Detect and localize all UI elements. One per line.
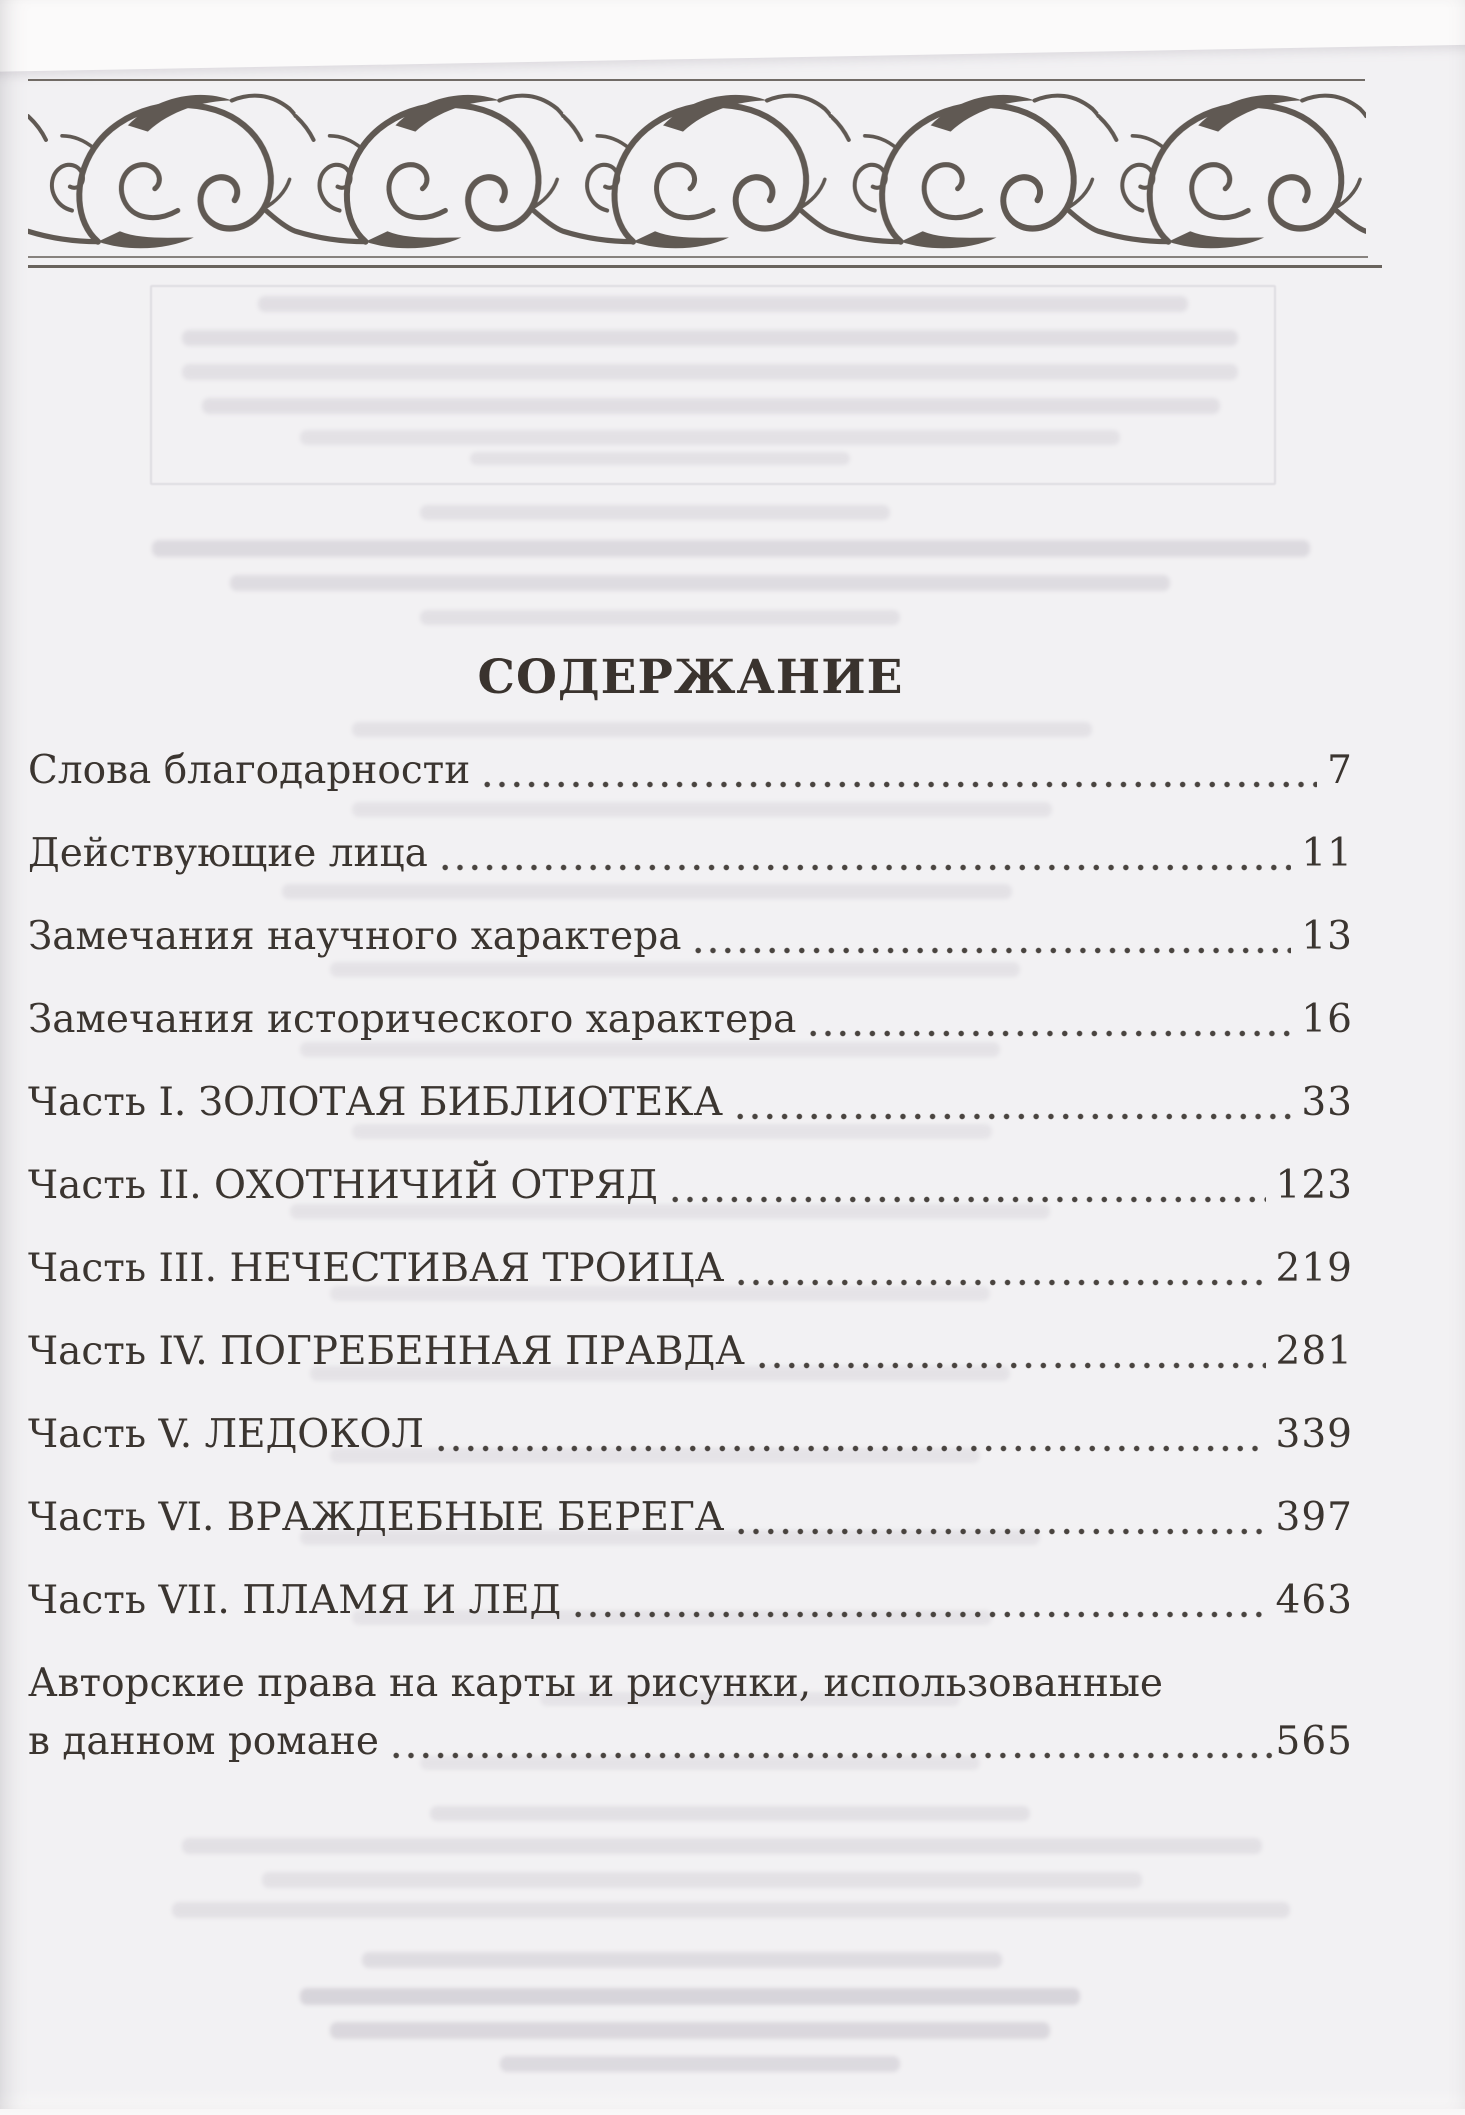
bleedthrough-text-line — [300, 1988, 1080, 2005]
dot-leader — [442, 863, 1291, 872]
dot-leader — [438, 1444, 1266, 1453]
bleedthrough-text-line — [352, 722, 1092, 737]
ornament-top-rule — [28, 79, 1365, 81]
dot-leader — [810, 1029, 1291, 1038]
toc-entry-page-number: 7 — [1327, 748, 1353, 793]
toc-entry-label: Часть III. НЕЧЕСТИВАЯ ТРОИЦА — [28, 1246, 725, 1291]
toc-entry-page-number: 33 — [1301, 1080, 1353, 1125]
toc-entry — [28, 1329, 1353, 1379]
toc-entry-page-number: 565 — [1275, 1719, 1353, 1764]
bleedthrough-text-line — [470, 452, 850, 465]
dot-leader — [737, 1112, 1291, 1121]
toc-entry — [28, 1163, 1353, 1213]
toc-entry-page-number: 463 — [1275, 1578, 1353, 1623]
bleedthrough-text-line — [500, 2056, 900, 2072]
bleedthrough-text-line — [362, 1952, 1002, 1968]
ornament-bottom-rule-thin — [28, 256, 1368, 258]
bleedthrough-text-line — [182, 364, 1238, 380]
ornament-bottom-rule-thick — [28, 265, 1382, 268]
toc-entry-line1 — [28, 1661, 1353, 1711]
toc-entry-label: Часть VII. ПЛАМЯ И ЛЕД — [28, 1578, 562, 1623]
toc-entry-label: Часть V. ЛЕДОКОЛ — [28, 1412, 424, 1457]
toc-entry — [28, 1495, 1353, 1545]
toc-entry — [28, 1246, 1353, 1296]
toc-entry — [28, 1080, 1353, 1130]
toc-entry — [28, 1578, 1353, 1628]
toc-entry — [28, 748, 1353, 798]
bleedthrough-text-line — [172, 1902, 1290, 1918]
dot-leader — [393, 1751, 1274, 1760]
bleedthrough-text-line — [330, 2022, 1050, 2039]
bleedthrough-text-line — [202, 398, 1220, 414]
toc-entry-line2 — [28, 1719, 1353, 1769]
toc-entry-label: Часть VI. ВРАЖДЕБНЫЕ БЕРЕГА — [28, 1495, 725, 1540]
toc-entry-label: Часть I. ЗОЛОТАЯ БИБЛИОТЕКА — [28, 1080, 723, 1125]
dot-leader — [738, 1527, 1265, 1536]
toc-entry — [28, 997, 1353, 1047]
toc-entry-page-number: 397 — [1275, 1495, 1353, 1540]
toc-entry-label: Замечания научного характера — [28, 914, 682, 959]
bleedthrough-text-line — [230, 575, 1170, 591]
bleedthrough-text-line — [420, 610, 900, 625]
toc-entry-page-number: 13 — [1301, 914, 1353, 959]
page-bottom-edge — [0, 2089, 1465, 2115]
toc-entry-label: Действующие лица — [28, 831, 428, 876]
bleedthrough-text-line — [300, 430, 1120, 445]
toc-entry-label: Авторские права на карты и рисунки, использованные — [28, 1661, 1163, 1706]
toc-entry-page-number: 16 — [1301, 997, 1353, 1042]
toc-entry-label: Часть II. ОХОТНИЧИЙ ОТРЯД — [28, 1163, 658, 1208]
page-top-edge — [0, 0, 1465, 72]
dot-leader — [672, 1195, 1266, 1204]
dot-leader — [738, 1278, 1265, 1287]
dot-leader — [695, 946, 1291, 955]
toc-entry-page-number: 11 — [1301, 831, 1353, 876]
toc-entry-label: в данном романе — [28, 1719, 379, 1764]
toc-entry — [28, 831, 1353, 881]
toc-entry-label: Слова благодарности — [28, 748, 471, 793]
toc-entry-page-number: 123 — [1275, 1163, 1353, 1208]
dot-leader — [759, 1361, 1266, 1370]
bleedthrough-text-line — [420, 505, 890, 520]
toc-list — [28, 748, 1353, 1769]
bleedthrough-text-line — [430, 1806, 1030, 1821]
dot-leader — [575, 1610, 1265, 1619]
bleedthrough-text-line — [182, 330, 1238, 346]
page-title: СОДЕРЖАНИЕ — [477, 650, 904, 705]
bleedthrough-text-line — [262, 1872, 1142, 1888]
bleedthrough-text-line — [258, 296, 1188, 312]
toc-entry-page-number: 281 — [1275, 1329, 1353, 1374]
toc-entry-label: Замечания исторического характера — [28, 997, 797, 1042]
toc-entry-page-number: 219 — [1275, 1246, 1353, 1291]
bleedthrough-box — [150, 285, 1276, 485]
toc-entry-page-number: 339 — [1275, 1412, 1353, 1457]
toc-entry — [28, 1412, 1353, 1462]
toc-entry — [28, 914, 1353, 964]
acanthus-scroll-ornament-icon — [28, 86, 1366, 252]
bleedthrough-text-line — [182, 1838, 1262, 1854]
toc-entry-label: Часть IV. ПОГРЕБЕННАЯ ПРАВДА — [28, 1329, 745, 1374]
bleedthrough-text-line — [152, 540, 1310, 557]
dot-leader — [484, 780, 1317, 789]
